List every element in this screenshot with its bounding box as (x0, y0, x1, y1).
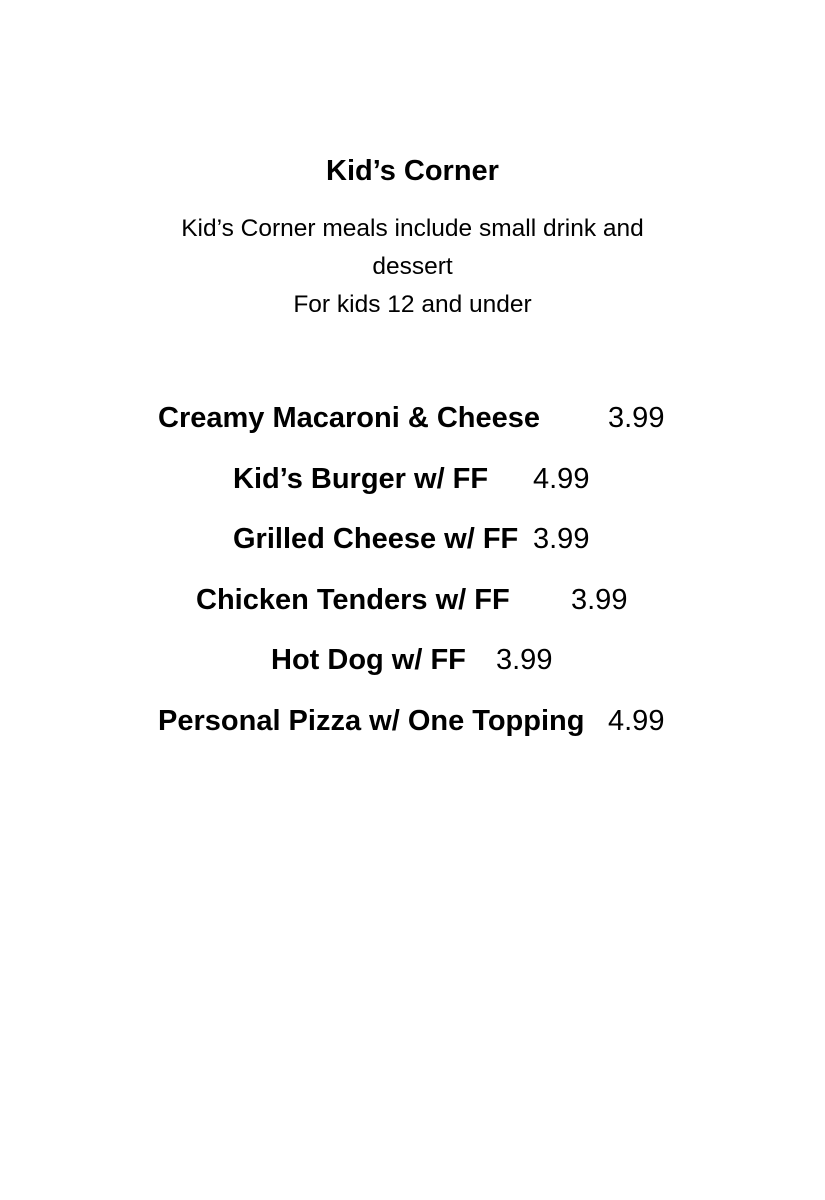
menu-item-price: 4.99 (608, 704, 665, 737)
section-title: Kid’s Corner (326, 155, 499, 187)
menu-item-name: Hot Dog w/ FF (271, 644, 466, 676)
menu-item-name: Chicken Tenders w/ FF (196, 583, 510, 616)
menu-item-name: Personal Pizza w/ One Topping (158, 704, 585, 737)
menu-item (0, 578, 825, 639)
menu-item-name: Grilled Cheese w/ FF (233, 523, 519, 555)
description-line: For kids 12 and under (293, 291, 532, 318)
menu-item-price: 3.99 (571, 583, 628, 616)
menu-item-name: Creamy Macaroni & Cheese (158, 402, 540, 434)
menu-item (0, 638, 825, 699)
menu-item-name: Kid’s Burger w/ FF (233, 462, 489, 495)
description-line: dessert (372, 253, 453, 280)
menu-item (0, 699, 825, 760)
menu-item-price: 3.99 (533, 523, 590, 555)
menu-item-price: 3.99 (608, 402, 665, 434)
section-description (150, 210, 675, 324)
description-line: Kid’s Corner meals include small drink and (181, 215, 644, 242)
menu-item (0, 517, 825, 578)
menu-item-price: 3.99 (496, 644, 553, 676)
menu-item-price: 4.99 (533, 462, 590, 495)
menu-item (0, 396, 825, 457)
menu-item (0, 457, 825, 518)
menu-item-list (0, 396, 825, 759)
